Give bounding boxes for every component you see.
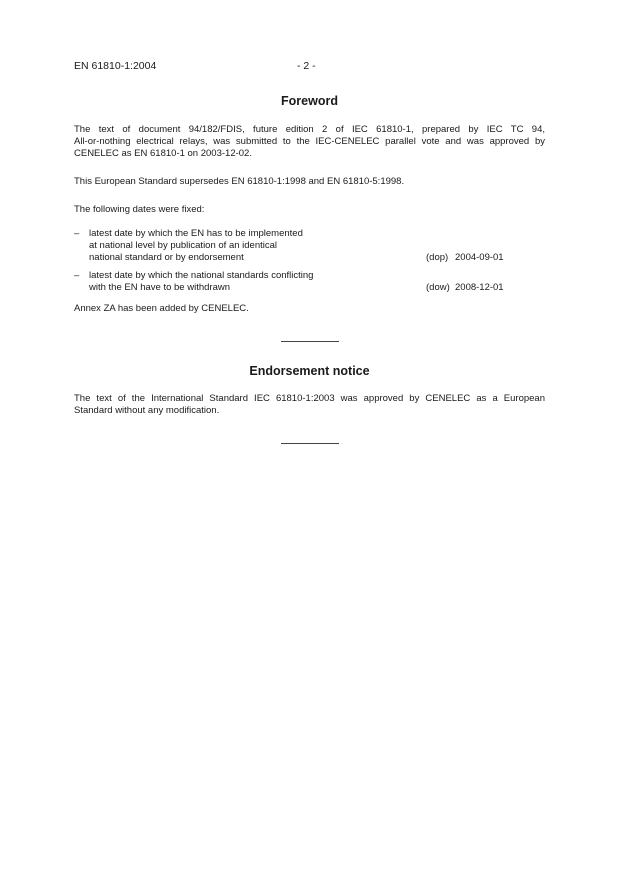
page-number: - 2 - [297, 60, 316, 72]
date-item-text: with the EN have to be withdrawn [89, 282, 230, 293]
endorsement-heading: Endorsement notice [249, 364, 370, 378]
annex-note: Annex ZA has been added by CENELEC. [74, 303, 249, 314]
foreword-heading: Foreword [281, 94, 338, 108]
foreword-paragraph-line: The text of document 94/182/FDIS, future edition 2 of IEC 61810-1, prepared by IEC TC 94, [74, 124, 545, 135]
date-value-dow: 2008-12-01 [455, 282, 504, 293]
date-item-text: latest date by which the national standards conflicting [89, 270, 314, 281]
date-code-dop: (dop) [426, 252, 449, 263]
endorsement-paragraph-line: The text of the International Standard IEC 61810-1:2003 was approved by CENELEC as a European [74, 393, 545, 404]
supersedes-paragraph: This European Standard supersedes EN 61810-1:1998 and EN 61810-5:1998. [74, 176, 405, 187]
foreword-paragraph-line: All-or-nothing electrical relays, was submitted to the IEC-CENELEC parallel vote and was approved by [74, 136, 545, 147]
document-id: EN 61810-1:2004 [74, 60, 157, 72]
endorsement-paragraph-line: Standard without any modification. [74, 405, 220, 416]
date-item-text: national standard or by endorsement [89, 252, 244, 263]
foreword-paragraph-line: CENELEC as EN 61810-1 on 2003-12-02. [74, 148, 252, 159]
list-bullet: – [74, 270, 80, 281]
section-divider [281, 341, 339, 342]
list-bullet: – [74, 228, 80, 239]
date-value-dop: 2004-09-01 [455, 252, 504, 263]
section-divider [281, 443, 339, 444]
dates-intro: The following dates were fixed: [74, 204, 205, 215]
date-item-text: at national level by publication of an identical [89, 240, 278, 251]
date-item-text: latest date by which the EN has to be implemented [89, 228, 303, 239]
date-code-dow: (dow) [426, 282, 450, 293]
